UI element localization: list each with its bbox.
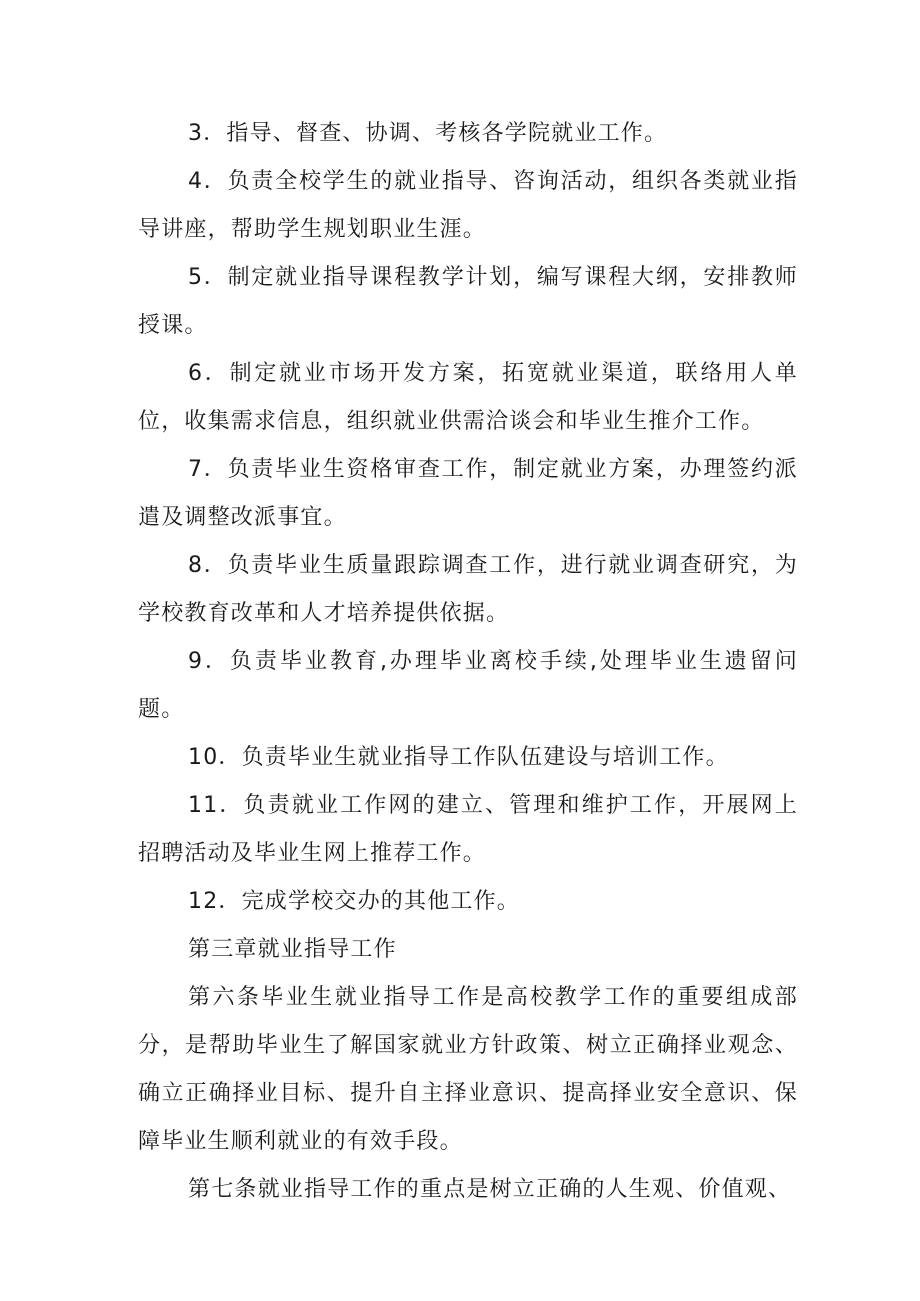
paragraph-item-7: 7．负责毕业生资格审查工作，制定就业方案，办理签约派遣及调整改派事宜。 [138,457,798,530]
paragraph-item-5: 5．制定就业指导课程教学计划，编写课程大纲，安排教师授课。 [138,265,798,338]
chapter-heading: 第三章就业指导工作 [188,937,397,962]
paragraph-item-11: 11．负责就业工作网的建立、管理和维护工作，开展网上招聘活动及毕业生网上推荐工作。 [138,793,798,866]
paragraph-item-8: 8．负责毕业生质量跟踪调查工作，进行就业调查研究，为学校教育改革和人才培养提供依据。 [138,553,798,626]
paragraph-item-4: 4．负责全校学生的就业指导、咨询活动，组织各类就业指导讲座，帮助学生规划职业生涯。 [138,169,798,242]
paragraph-item-12: 12．完成学校交办的其他工作。 [188,889,520,914]
article-6: 第六条毕业生就业指导工作是高校教学工作的重要组成部分，是帮助毕业生了解国家就业方针政策、树立正确择业观念、确立正确择业目标、提升自主择业意识、提高择业安全意识、保障毕业生顺利就业的有效手段。 [138,985,798,1154]
paragraph-item-9: 9．负责毕业教育,办理毕业离校手续,处理毕业生遗留问题。 [138,649,798,722]
article-7: 第七条就业指导工作的重点是树立正确的人生观、价值观、 [188,1177,792,1202]
paragraph-item-3: 3．指导、督查、协调、考核各学院就业工作。 [188,121,668,146]
paragraph-item-6: 6．制定就业市场开发方案，拓宽就业渠道，联络用人单位，收集需求信息，组织就业供需洽谈会和毕业生推介工作。 [138,361,798,434]
document-body [138,110,798,1214]
paragraph-item-10: 10．负责毕业生就业指导工作队伍建设与培训工作。 [188,745,729,770]
